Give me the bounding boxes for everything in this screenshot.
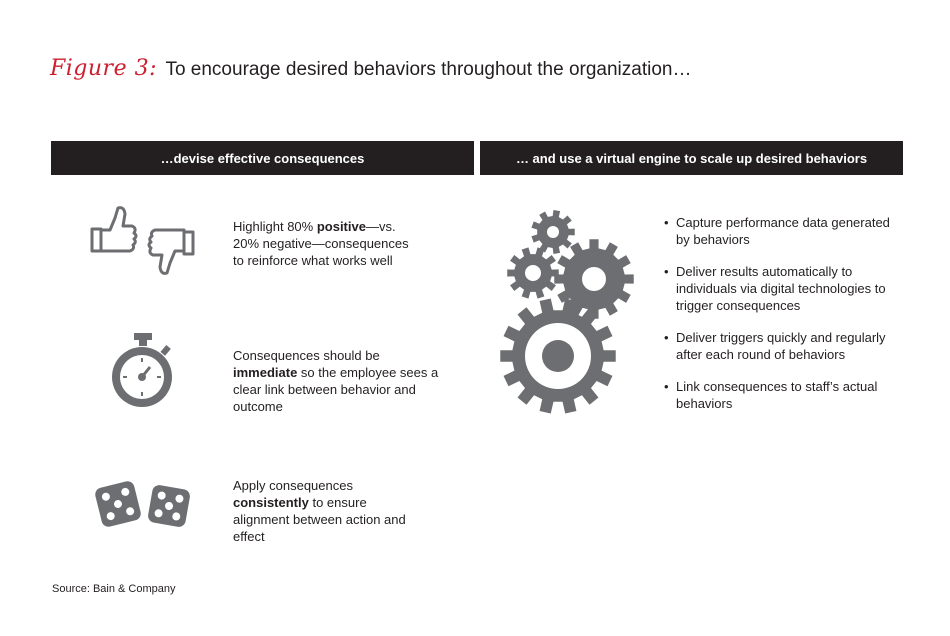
thumbs-up-down-icon (88, 204, 198, 284)
source-note: Source: Bain & Company (52, 583, 176, 595)
bullet-capture-data: • Capture performance data generated by behaviors (664, 214, 904, 248)
gear-hub (542, 340, 574, 372)
figure-title-text: To encourage desired behaviors throughout the organization… (165, 59, 692, 80)
right-panel-header: … and use a virtual engine to scale up desired behaviors (480, 141, 903, 175)
bullet-deliver-triggers: • Deliver triggers quickly and regularly after each round of behaviors (664, 329, 904, 363)
left-panel-header: …devise effective consequences (51, 141, 474, 175)
bullet-link-consequences: • Link consequences to staff’s actual behaviors (664, 378, 904, 412)
consequence-item-consistent: Apply consequences consistently to ensure alignment between action and effect (233, 478, 406, 544)
figure-label: Figure 3: (50, 56, 157, 81)
gear-small-left (507, 247, 559, 298)
gears-icon (496, 206, 646, 424)
figure-title (50, 56, 691, 81)
gear-small-top (531, 210, 574, 254)
bullet-deliver-results: • Deliver results automatically to individuals via digital technologies to trigger consequences (664, 263, 904, 314)
dice-icon (92, 476, 194, 532)
consequence-item-immediate: Consequences should be immediate so the employee sees a clear link between behavior and outcome (233, 348, 439, 414)
stopwatch-icon (108, 332, 178, 412)
engine-bullet-list (664, 214, 904, 427)
consequence-item-positive: Highlight 80% positive—vs. 20% negative—consequences to reinforce what works well (233, 219, 409, 268)
